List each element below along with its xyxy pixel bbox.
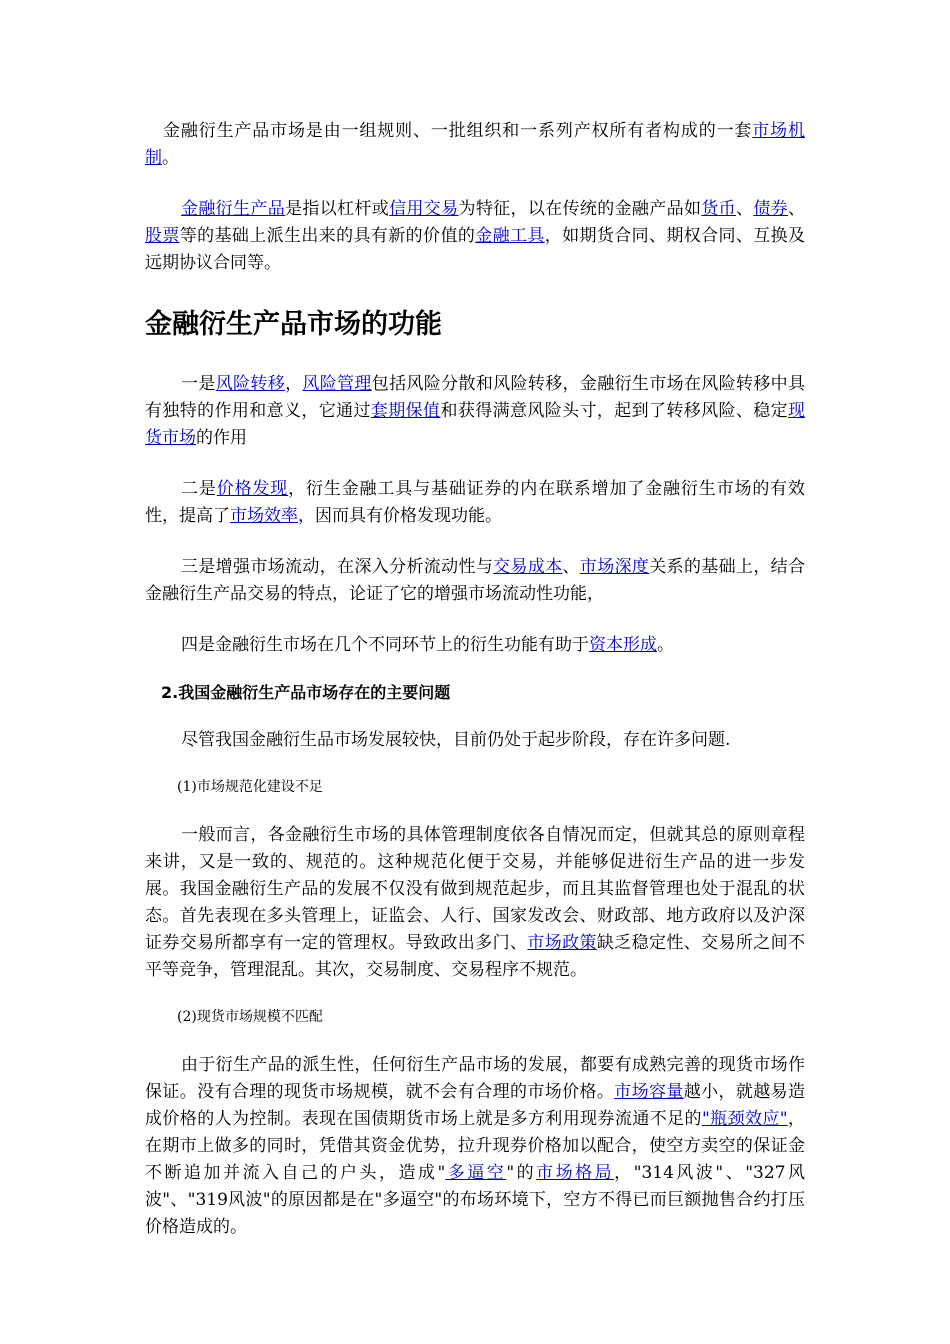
link-long-squeeze[interactable]: 多逼空 xyxy=(445,1163,507,1183)
text: 。 xyxy=(657,635,674,655)
function-paragraph-2 xyxy=(145,476,805,530)
text: 为特征，以在传统的金融产品如 xyxy=(458,199,702,219)
problem-paragraph-2 xyxy=(145,1052,805,1241)
text: 关系的基础上，结合金融衍生产品交易的特点，论证了它的增强市场流动性功能， xyxy=(145,557,806,604)
text: 、 xyxy=(562,557,580,577)
text: 三是增强市场流动，在深入分析流动性与 xyxy=(181,557,494,577)
function-paragraph-1 xyxy=(145,371,805,452)
function-paragraph-4 xyxy=(145,632,805,659)
link-bottleneck-effect[interactable]: "瓶颈效应" xyxy=(701,1109,788,1129)
link-stocks[interactable]: 股票 xyxy=(145,226,180,246)
text: ，如期货合同、期权合同、互换及远期协议合同等。 xyxy=(145,226,806,273)
link-market-capacity[interactable]: 市场容量 xyxy=(614,1082,684,1102)
link-risk-management[interactable]: 风险管理 xyxy=(302,374,372,394)
link-market-structure[interactable]: 市场格局 xyxy=(536,1163,615,1183)
text: 一是 xyxy=(181,374,216,394)
link-financial-instruments[interactable]: 金融工具 xyxy=(475,226,545,246)
text: 。 xyxy=(162,148,179,168)
text: 由于衍生产品的派生性，任何衍生产品市场的发展，都要有成熟完善的现货市场作保证。没有合理的现货市场规模，就不会有合理的市场价格。 xyxy=(145,1055,805,1102)
link-risk-transfer[interactable]: 风险转移 xyxy=(215,374,286,394)
problem-title-2: (2)现货市场规模不匹配 xyxy=(177,1009,323,1025)
link-market-efficiency[interactable]: 市场效率 xyxy=(230,506,298,526)
intro-paragraph xyxy=(145,118,805,172)
text: 和获得满意风险头寸，起到了转移风险、稳定 xyxy=(440,401,789,421)
text: 的作用 xyxy=(196,428,247,448)
link-currency[interactable]: 货币 xyxy=(701,199,736,219)
text: ，"314风波"、"327风波"、"319风波"的原因都是在"多逼空"的布场环境下，空方不得已而巨额抛售合约打压价格造成的。 xyxy=(145,1163,805,1237)
text: ，衍生金融工具与基础证券的内在联系增加了金融衍生市场的有效性，提高了 xyxy=(145,479,806,526)
function-paragraph-3 xyxy=(145,554,805,608)
link-financial-derivatives[interactable]: 金融衍生产品 xyxy=(181,199,286,219)
link-market-policy[interactable]: 市场政策 xyxy=(527,933,597,953)
text: ，在期市上做多的同时，凭借其资金优势，拉升现券价格加以配合，使空方卖空的保证金不断追加并流入自己的户头，造成" xyxy=(145,1109,806,1183)
text: 、 xyxy=(736,199,754,219)
text: 金融衍生产品市场是由一组规则、一批组织和一系列产权所有者构成的一套 xyxy=(163,121,753,141)
problem-title-1: (1)市场规范化建设不足 xyxy=(177,779,323,795)
link-capital-formation[interactable]: 资本形成 xyxy=(589,635,657,655)
text: 包括风险分散和风险转移，金融衍生市场在风险转移中具有独特的作用和意义，它通过 xyxy=(145,374,806,421)
text: 四是金融衍生市场在几个不同环节上的衍生功能有助于 xyxy=(181,635,589,655)
subsection-heading: 2.我国金融衍生产品市场存在的主要问题 xyxy=(161,683,451,702)
link-hedging[interactable]: 套期保值 xyxy=(370,401,441,421)
text: 一般而言，各金融衍生市场的具体管理制度依各自情况而定，但就其总的原则章程来讲，又是一致的、规范的。这种规范化便于交易，并能够促进衍生产品的进一步发展。我国金融衍生产品的发展不仅没有做到规范起步，而且其监督管理也处于混乱的状态。首先表现在多头管理上，证监会、人行、国家发改会、财政部、地方政府以及沪深证券交易所都享有一定的管理权。导致政出多门、 xyxy=(145,825,805,953)
problems-intro: 尽管我国金融衍生品市场发展较快，目前仍处于起步阶段，存在许多问题. xyxy=(181,730,731,750)
text: 越小，就越易造成价格的人为控制。表现在国债期货市场上就是多方利用现券流通不足的 xyxy=(145,1082,806,1129)
text: ，因而具有价格发现功能。 xyxy=(298,506,502,526)
text: 、 xyxy=(788,199,806,219)
problem-paragraph-1 xyxy=(145,822,805,984)
section-heading: 金融衍生产品市场的功能 xyxy=(145,309,442,340)
document-body xyxy=(145,118,805,1241)
text: 是指以杠杆或 xyxy=(285,199,390,219)
link-price-discovery[interactable]: 价格发现 xyxy=(216,479,289,499)
definition-paragraph xyxy=(145,196,805,277)
text: 二是 xyxy=(181,479,217,499)
text: "的 xyxy=(506,1163,537,1183)
link-transaction-cost[interactable]: 交易成本 xyxy=(493,557,563,577)
link-market-mechanism[interactable]: 市场机制 xyxy=(145,121,806,168)
link-market-depth[interactable]: 市场深度 xyxy=(579,557,650,577)
text: 缺乏稳定性、交易所之间不平等竞争，管理混乱。其次，交易制度、交易程序不规范。 xyxy=(145,933,806,980)
link-credit-trading[interactable]: 信用交易 xyxy=(389,199,459,219)
link-bonds[interactable]: 债券 xyxy=(753,199,789,219)
text: 等的基础上派生出来的具有新的价值的 xyxy=(179,226,476,246)
link-spot-market[interactable]: 现货市场 xyxy=(145,401,806,448)
text: ， xyxy=(285,374,303,394)
